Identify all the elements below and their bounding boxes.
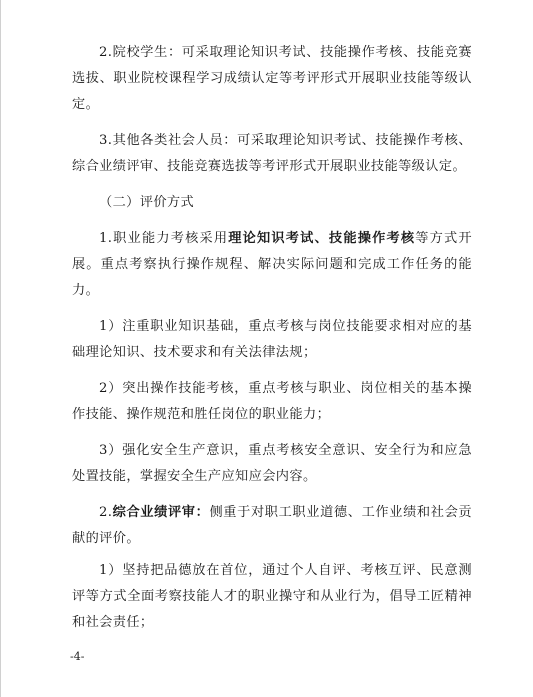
list-item-safety-awareness: 3）强化安全生产意识，重点考核安全意识、安全行为和应急处置技能，掌握安全生产应知应会内容。 — [72, 443, 472, 484]
page-edge — [0, 0, 1, 697]
paragraph-vocational-ability-assessment — [72, 226, 472, 304]
paragraph-text-start: 1.职业能力考核采用 — [99, 231, 229, 246]
paragraph-text-end: 等方式开展。重点考察执行操作规程、解决实际问题和完成工作任务的能力。 — [72, 231, 472, 298]
list-item-operation-skills: 2）突出操作技能考核，重点考核与职业、岗位相关的基本操作技能、操作规范和胜任岗位的职业能力； — [72, 381, 472, 422]
paragraph-comprehensive-performance-review — [72, 500, 472, 552]
document-body — [72, 40, 472, 646]
paragraph-text-end: 侧重于对职工职业道德、工作业绩和社会贡献的评价。 — [72, 505, 472, 546]
highlighted-phrase: 综合业绩评审： — [112, 505, 210, 520]
highlighted-phrase: 理论知识考试、技能操作考核 — [228, 231, 416, 246]
list-item-moral-character: 1）坚持把品德放在首位，通过个人自评、考核互评、民意测评等方式全面考察技能人才的职业操守和从业行为，倡导工匠精神和社会责任； — [72, 563, 472, 630]
page-number: -4- — [70, 650, 85, 663]
list-item-knowledge-foundation: 1）注重职业知识基础，重点考核与岗位技能要求相对应的基础理论知识、技术要求和有关法律法规； — [72, 319, 472, 360]
paragraph-text-start: 2. — [99, 505, 113, 520]
paragraph-other-social-personnel: 3.其他各类社会人员：可采取理论知识考试、技能操作考核、综合业绩评审、技能竞赛选拔等考评形式开展职业技能等级认定。 — [72, 133, 472, 174]
section-heading-evaluation-method: （二）评价方式 — [99, 195, 195, 210]
paragraph-college-students: 2.院校学生：可采取理论知识考试、技能操作考核、技能竞赛选拔、职业院校课程学习成绩认定等考评形式开展职业技能等级认定。 — [72, 45, 472, 112]
